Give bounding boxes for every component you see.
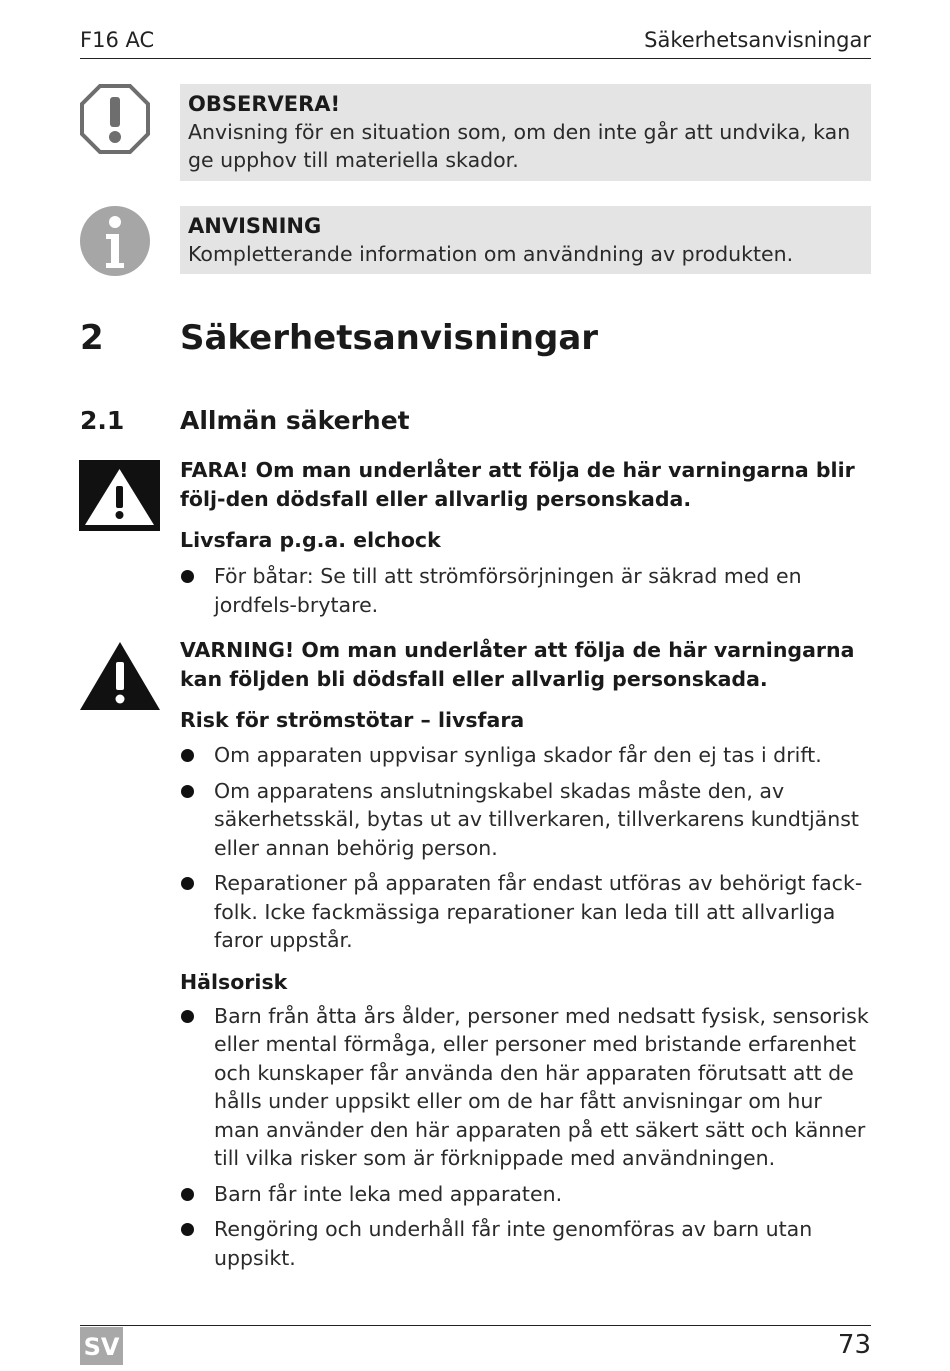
list-item: Reparationer på apparaten får endast utföras av behörigt fack-folk. Icke fackmässiga reparationer kan leda till att allvarliga faror uppstår. [180, 869, 872, 955]
chapter-title: Säkerhetsanvisningar [180, 318, 599, 358]
danger-heading: FARA! Om man underlåter att följa de här varningarna blir följ-den dödsfall eller allvarlig personskada. [180, 458, 855, 511]
chapter-number: 2 [80, 318, 104, 358]
warning-subheading: Risk för strömstötar – livsfara [180, 708, 525, 732]
list-item: För båtar: Se till att strömförsörjningen är säkrad med en jordfels-brytare. [180, 562, 872, 619]
octagon-exclamation-icon [79, 83, 151, 155]
info-circle-icon [79, 205, 151, 277]
section-number: 2.1 [80, 406, 125, 435]
danger-section [180, 456, 872, 619]
section-title: Allmän säkerhet [180, 406, 410, 435]
danger-triangle-boxed-icon [79, 460, 160, 531]
warning-section [180, 636, 872, 1272]
health-subheading: Hälsorisk [180, 969, 288, 994]
page-number: 73 [837, 1330, 871, 1360]
list-item: Barn från åtta års ålder, personer med nedsatt fysisk, sensorisk eller mental förmåga, eller personer med bristande erfarenhet och kunskaper får använda den här apparaten förutsatt att de hålls under uppsikt eller om de har fått anvisningar om hur man använder den här apparaten på ett säkert sätt och känner till vilka risker som är förknippade med användningen. [180, 1002, 872, 1173]
list-item: Barn får inte leka med apparaten. [180, 1180, 872, 1209]
footer-divider [80, 1325, 871, 1326]
header-section: Säkerhetsanvisningar [644, 28, 871, 52]
notice-box [180, 84, 871, 181]
danger-subheading: Livsfara p.g.a. elchock [180, 528, 441, 552]
warning-triangle-icon [79, 640, 161, 712]
info-title: ANVISNING [188, 214, 322, 238]
info-box [180, 206, 871, 274]
list-item: Om apparaten uppvisar synliga skador får den ej tas i drift. [180, 741, 872, 770]
header-model: F16 AC [80, 28, 155, 52]
list-item: Om apparatens anslutningskabel skadas måste den, av säkerhetsskäl, bytas ut av tillverkaren, tillverkarens kundtjänst eller annan behörig person. [180, 777, 872, 863]
notice-text: Anvisning för en situation som, om den inte går att undvika, kan ge upphov till materiella skador. [188, 120, 851, 172]
language-badge: SV [80, 1327, 123, 1365]
warning-heading: VARNING! Om man underlåter att följa de här varningarna kan följden bli dödsfall eller allvarlig personskada. [180, 638, 855, 691]
info-text: Kompletterande information om användning av produkten. [188, 242, 794, 266]
notice-title: OBSERVERA! [188, 92, 341, 116]
header-divider [80, 58, 871, 59]
list-item: Rengöring och underhåll får inte genomföras av barn utan uppsikt. [180, 1215, 872, 1272]
